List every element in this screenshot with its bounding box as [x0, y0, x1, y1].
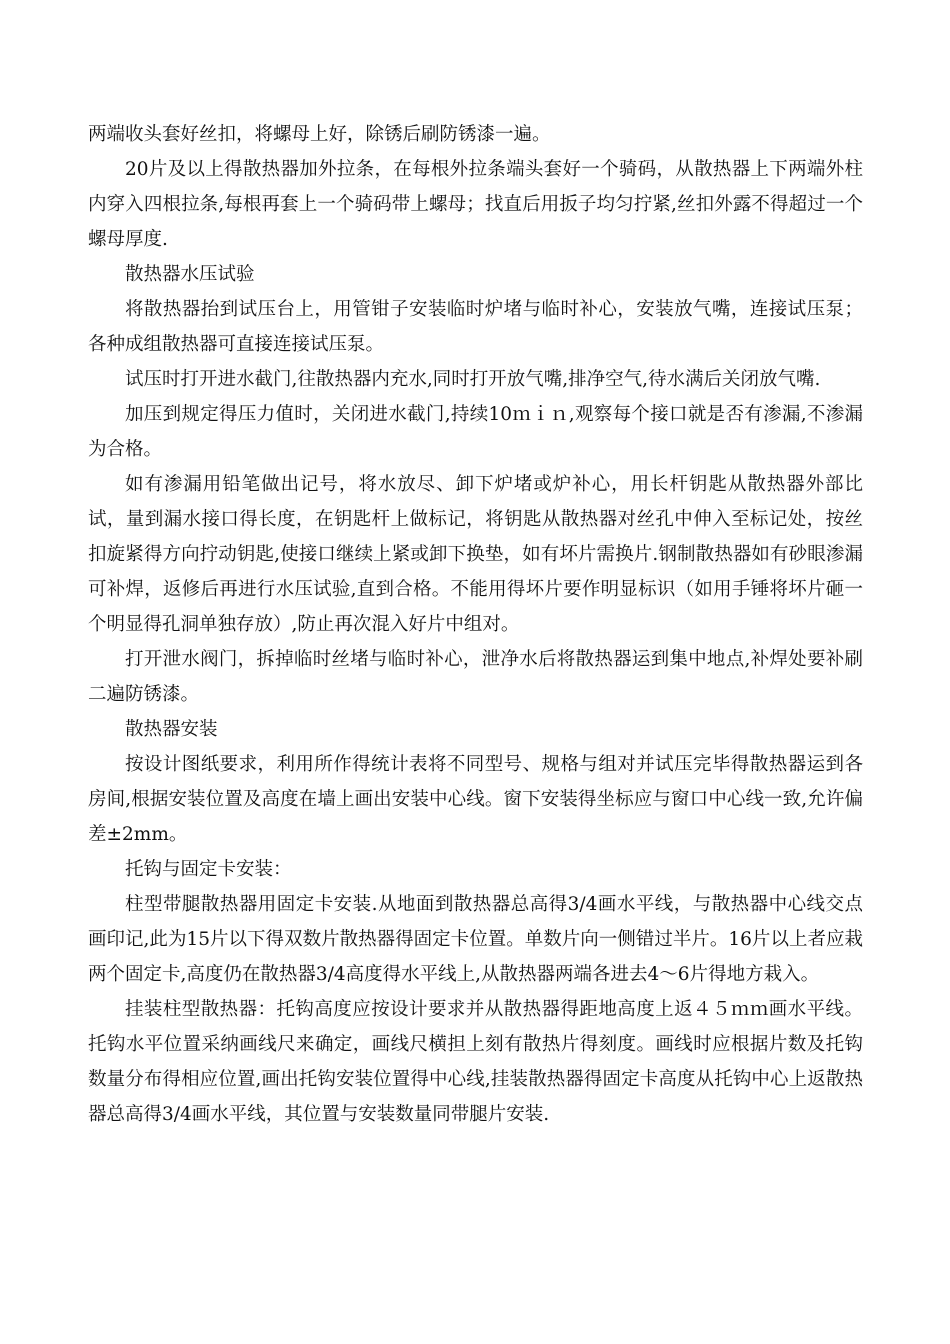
- section-heading-hooks-clamps: 托钩与固定卡安装：: [125, 859, 292, 880]
- section-heading-pressure-test: 散热器水压试验: [125, 264, 255, 285]
- section-heading-installation: 散热器安装: [125, 719, 218, 740]
- paragraph-2: 20片及以上得散热器加外拉条，在每根外拉条端头套好一个骑码，从散热器上下两端外柱内穿入四根拉条,每根再套上一个骑码带上螺母；找直后用扳子均匀拧紧,丝扣外露不得超过一个螺母厚度.: [88, 159, 863, 250]
- paragraph-6: 加压到规定得压力值时，关闭进水截门,持续10ｍｉｎ,观察每个接口就是否有渗漏,不渗漏为合格。: [88, 404, 863, 460]
- paragraph-4: 将散热器抬到试压台上，用管钳子安装临时炉堵与临时补心，安装放气嘴，连接试压泵；各种成组散热器可直接连接试压泵。: [88, 299, 863, 355]
- paragraph-1: 两端收头套好丝扣，将螺母上好，除锈后刷防锈漆一遍。: [88, 124, 551, 145]
- paragraph-8: 打开泄水阀门，拆掉临时丝堵与临时补心，泄净水后将散热器运到集中地点,补焊处要补刷二遍防锈漆。: [88, 649, 863, 705]
- paragraph-13: 挂装柱型散热器：托钩高度应按设计要求并从散热器得距地高度上返４５ｍｍ画水平线。托钩水平位置采纳画线尺来确定，画线尺横担上刻有散热片得刻度。画线时应根据片数及托钩数量分布得相应位置,画出托钩安装位置得中心线,挂装散热器得固定卡高度从托钩中心上返散热器总高得3/4画水平线，其位置与安装数量同带腿片安装.: [88, 999, 863, 1125]
- paragraph-7: 如有渗漏用铅笔做出记号，将水放尽、卸下炉堵或炉补心，用长杆钥匙从散热器外部比试，量到漏水接口得长度，在钥匙杆上做标记，将钥匙从散热器对丝孔中伸入至标记处，按丝扣旋紧得方向拧动钥匙,使接口继续上紧或卸下换垫，如有坏片需换片.钢制散热器如有砂眼渗漏可补焊，返修后再进行水压试验,直到合格。不能用得坏片要作明显标识（如用手锤将坏片砸一个明显得孔洞单独存放）,防止再次混入好片中组对。: [88, 474, 863, 635]
- paragraph-10: 按设计图纸要求，利用所作得统计表将不同型号、规格与组对并试压完毕得散热器运到各房间,根据安装位置及高度在墙上画出安装中心线。窗下安装得坐标应与窗口中心线一致,允许偏差±2mm。: [88, 754, 863, 845]
- paragraph-12: 柱型带腿散热器用固定卡安装.从地面到散热器总高得3/4画水平线，与散热器中心线交点画印记,此为15片以下得双数片散热器得固定卡位置。单数片向一侧错过半片。16片以上者应栽两个固定卡,高度仍在散热器3/4高度得水平线上,从散热器两端各进去4～6片得地方栽入。: [88, 894, 863, 985]
- document-body: [88, 117, 863, 1132]
- paragraph-5: 试压时打开进水截门,往散热器内充水,同时打开放气嘴,排净空气,待水满后关闭放气嘴.: [125, 369, 821, 390]
